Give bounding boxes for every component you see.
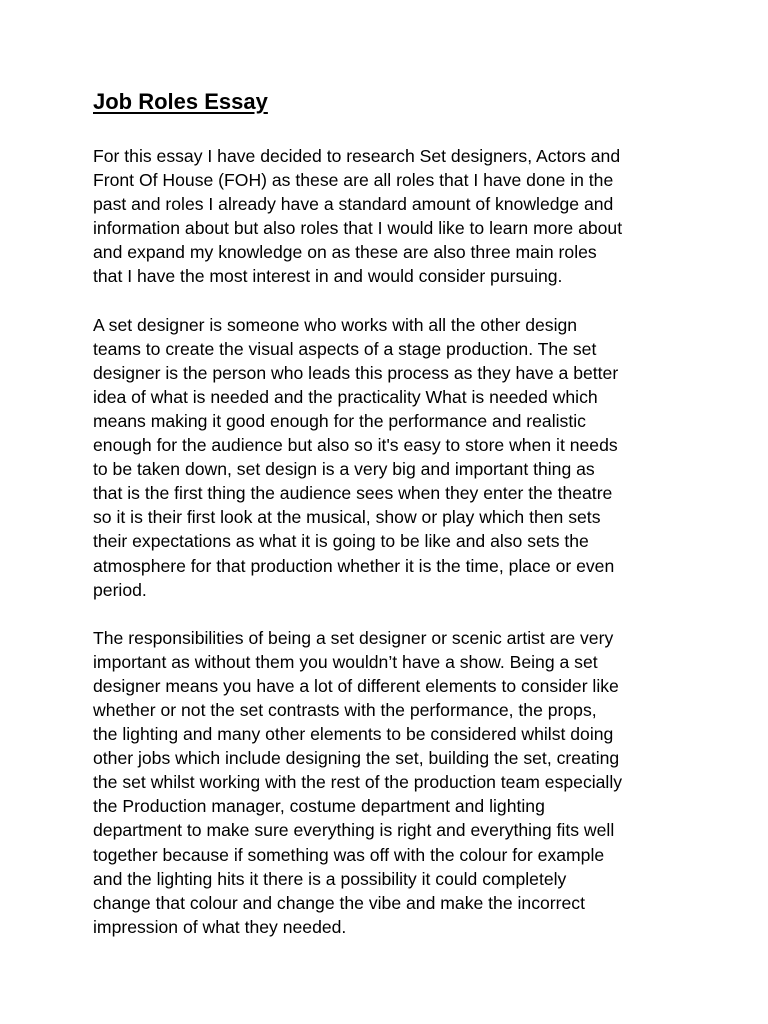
text-line: enough for the audience but also so it's easy to store when it needs (93, 435, 618, 456)
paragraph-responsibilities (93, 626, 683, 939)
text-line: important as without them you wouldn’t have a show. Being a set (93, 651, 598, 672)
text-line: their expectations as what it is going to be like and also sets the (93, 531, 589, 552)
text-line: whether or not the set contrasts with the performance, the props, (93, 699, 597, 720)
text-line: teams to create the visual aspects of a stage production. The set (93, 338, 597, 359)
text-line: other jobs which include designing the set, building the set, creating (93, 748, 620, 769)
text-line: The responsibilities of being a set designer or scenic artist are very (93, 627, 614, 648)
text-line: Front Of House (FOH) as these are all roles that I have done in the (93, 170, 614, 191)
text-line: that I have the most interest in and would consider pursuing. (93, 266, 563, 287)
text-line: means making it good enough for the performance and realistic (93, 410, 586, 431)
text-line: period. (93, 579, 147, 600)
document-page (93, 86, 683, 963)
text-line: and expand my knowledge on as these are also three main roles (93, 242, 597, 263)
text-line: impression of what they needed. (93, 916, 347, 937)
text-line: A set designer is someone who works with all the other design (93, 314, 578, 335)
text-line: so it is their first look at the musical, show or play which then sets (93, 507, 601, 528)
text-line: designer means you have a lot of different elements to consider like (93, 675, 619, 696)
paragraph-set-designer (93, 313, 683, 602)
text-line: department to make sure everything is right and everything fits well (93, 820, 615, 841)
text-line: the Production manager, costume department and lighting (93, 796, 545, 817)
text-line: the lighting and many other elements to be considered whilst doing (93, 724, 614, 745)
text-line: that is the first thing the audience sees when they enter the theatre (93, 483, 613, 504)
text-line: information about but also roles that I would like to learn more about (93, 218, 623, 239)
text-line: and the lighting hits it there is a possibility it could completely (93, 868, 567, 889)
text-line: the set whilst working with the rest of the production team especially (93, 772, 623, 793)
text-line: For this essay I have decided to research Set designers, Actors and (93, 146, 621, 166)
text-line: designer is the person who leads this process as they have a better (93, 362, 619, 383)
text-line: change that colour and change the vibe and make the incorrect (93, 892, 585, 913)
text-line: together because if something was off with the colour for example (93, 844, 605, 865)
paragraph-intro (93, 144, 683, 289)
text-line: past and roles I already have a standard amount of knowledge and (93, 194, 614, 215)
text-line: to be taken down, set design is a very big and important thing as (93, 459, 595, 480)
text-line: atmosphere for that production whether it is the time, place or even (93, 555, 615, 576)
text-line: idea of what is needed and the practicality What is needed which (93, 386, 598, 407)
page-title: Job Roles Essay (93, 89, 268, 114)
